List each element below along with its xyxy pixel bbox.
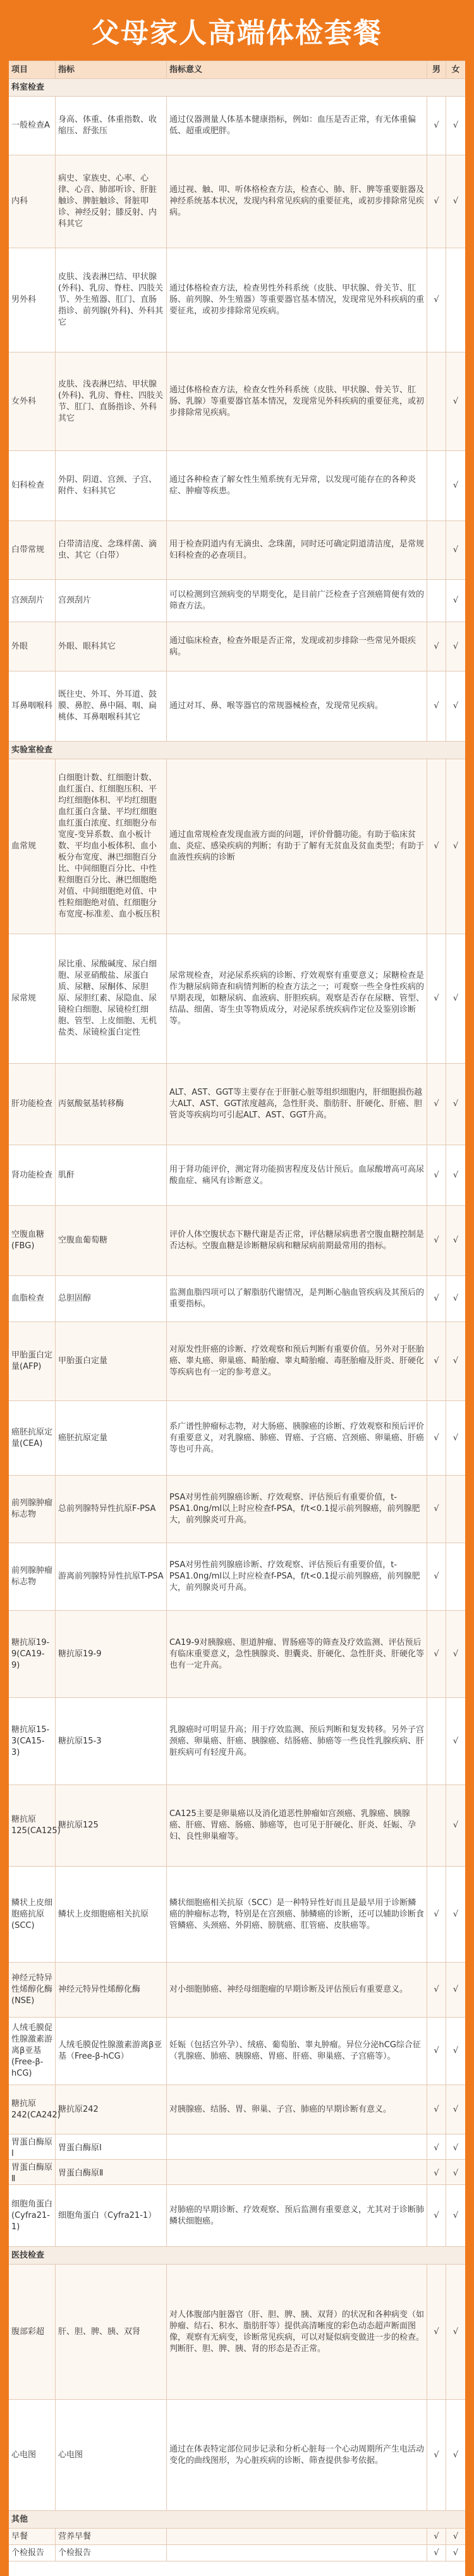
- meaning-cell: CA19-9对胰腺癌、胆道肿瘤、胃肠癌等的筛查及疗效监测、评估预后有临床重要意义，急性胰腺炎、胆囊炎、肝硬化、急性肝炎、肝硬化等也有一定升高。: [167, 1611, 427, 1697]
- female-check-cell: √: [453, 1294, 459, 1303]
- meaning-cell: 尿常规检查，对泌尿系疾病的诊断、疗效观察有重要意义；尿糖检查是作为糖尿病筛查和病情判断的检查方法之一；可观察一些全身性疾病的早期表现，如糖尿病、血液病、肝胆疾病。观察是否存在尿糖、管型、结晶、细菌、寄生虫等物质成分，对泌尿系统疾病作定位及鉴别诊断等。: [167, 934, 427, 1063]
- table-row: [9, 1475, 465, 1543]
- indicator-cell: 个检报告: [56, 2545, 167, 2561]
- male-check-cell: √: [427, 97, 446, 155]
- male-check-cell: [427, 352, 446, 450]
- indicator-cell: 总前列腺特异性抗原F-PSA: [56, 1476, 167, 1543]
- male-check-cell: √: [427, 1322, 446, 1400]
- meaning-cell: [167, 2160, 427, 2184]
- table-row: [9, 2184, 465, 2246]
- indicator-cell: 病史、家族史、心率、心律、心音、肺部听诊、肝脏触诊、脾脏触诊、肾脏叩诊、神经反射；膝反射、内科其它: [56, 155, 167, 248]
- female-check-cell: √: [453, 1236, 459, 1245]
- meaning-cell: 用于肾功能评价，测定肾功能损害程度及估计预后。血尿酸增高可高尿酸血症、痛风有诊断意义。: [167, 1145, 427, 1205]
- female-check-cell: √: [453, 2046, 459, 2055]
- male-check-cell: √: [427, 2185, 446, 2246]
- table-row: [9, 1321, 465, 1400]
- table-row: [9, 2017, 465, 2085]
- table-row: [9, 2085, 465, 2134]
- item-cell: 血脂检查: [9, 1276, 56, 1321]
- female-check-cell: √: [453, 2548, 459, 2558]
- col-meaning-header: 指标意义: [167, 61, 427, 78]
- item-cell: 耳鼻咽喉科: [9, 671, 56, 741]
- female-check-cell: √: [453, 994, 459, 1003]
- female-check-cell: √: [453, 596, 459, 605]
- indicator-cell: 外眼、眼科其它: [56, 622, 167, 671]
- table-row: [9, 96, 465, 155]
- item-cell: 一般检查A: [9, 97, 56, 155]
- male-check-cell: √: [427, 1401, 446, 1475]
- item-cell: 前列腺肿瘤标志物: [9, 1476, 56, 1543]
- female-check-cell: √: [453, 121, 459, 130]
- item-cell: 糖抗原125(CA125): [9, 1785, 56, 1866]
- meaning-cell: 对人体腹部内脏器官（肝、胆、脾、胰、双肾）的状况和各种病变（如肿瘤、结石、积水、脂肪肝等）提供高清晰度的彩色动态超声断面图像，观察有无病变，诊断常见疾病，可以对疑似病变做进一步的检查。判断肝、胆、脾、胰、肾的形态是否正常。: [167, 2265, 427, 2399]
- indicator-cell: 糖抗原19-9: [56, 1611, 167, 1697]
- item-cell: 糖抗原19-9(CA19-9): [9, 1611, 56, 1697]
- page-title: 父母家人高端体检套餐: [92, 17, 382, 49]
- meaning-cell: PSA对男性前列腺癌诊断、疗效观察、评估预后有重要价值，t-PSA1.0ng/ml以上时应检查f-PSA，f/t<0.1提示前列腺癌，前列腺肥大，前列腺炎可升高。: [167, 1476, 427, 1543]
- male-check-cell: √: [427, 1611, 446, 1697]
- section-row: [9, 741, 465, 759]
- meaning-cell: [167, 2545, 427, 2561]
- female-check-cell: √: [453, 396, 459, 406]
- female-check-cell: √: [453, 545, 459, 555]
- indicator-cell: 肌酐: [56, 1145, 167, 1205]
- item-cell: 血常规: [9, 759, 56, 934]
- meaning-cell: 妊娠（包括宫外孕）、绒癌、葡萄胎、睾丸肿瘤。异位分泌hCG综合征（乳腺癌、肺癌、胰腺癌、胃癌、肝癌、卵巢癌、子宫癌等）。: [167, 2018, 427, 2085]
- table-row: [9, 1063, 465, 1145]
- male-check-cell: √: [427, 248, 446, 352]
- indicator-cell: 细胞角蛋白（Cyfra21-1）: [56, 2185, 167, 2246]
- exam-table: [9, 61, 465, 2576]
- meaning-cell: 评价人体空腹状态下糖代谢是否正常，评估糖尿病患者空腹血糖控制是否达标。空腹血糖是诊断糖尿病和糖尿病前期最常用的指标。: [167, 1206, 427, 1275]
- male-check-cell: √: [427, 1476, 446, 1543]
- female-check-cell: √: [453, 1099, 459, 1109]
- section-row: [9, 2510, 465, 2528]
- meaning-cell: ALT、AST、GGT等主要存在于肝脏心脏等组织细胞内，肝细胞损伤越大ALT、AST、GGT浓度越高，急性肝炎、脂肪肝、肝硬化、肝癌、胆管炎等疾病均可引起ALT、AST、GGT升高。: [167, 1064, 427, 1145]
- male-check-cell: √: [427, 2160, 446, 2184]
- col-male-header: 男: [427, 61, 446, 78]
- item-cell: 甲胎蛋白定量(AFP): [9, 1322, 56, 1400]
- meaning-cell: 通过体格检查方法，检查女性外科系统（皮肤、甲状腺、骨关节、肛肠、乳腺）等重要器官基本情况，发现常见外科疾病的重要征兆，或初步排除常见疾病。: [167, 352, 427, 450]
- table-row: [9, 2399, 465, 2510]
- male-check-cell: √: [427, 2018, 446, 2085]
- male-check-cell: √: [427, 2134, 446, 2159]
- table-row: [9, 2264, 465, 2399]
- section-row: [9, 2246, 465, 2264]
- female-check-cell: [446, 1476, 465, 1543]
- item-cell: 心电图: [9, 2400, 56, 2510]
- section-title: 医技检查: [11, 2250, 45, 2260]
- male-check-cell: √: [427, 759, 446, 934]
- indicator-cell: 游离前列腺特异性抗原T-PSA: [56, 1543, 167, 1610]
- indicator-cell: 鳞状上皮细胞癌相关抗原: [56, 1867, 167, 1962]
- table-row: [9, 1145, 465, 1205]
- table-row: [9, 1785, 465, 1866]
- meaning-cell: 通过体格检查方法，检查男性外科系统（皮肤、甲状腺、骨关节、肛肠、前列腺、外生殖器）等重要器官基本情况，发现常见外科疾病的重要征兆，或初步排除常见疾病。: [167, 248, 427, 352]
- table-row: [9, 934, 465, 1063]
- male-check-cell: √: [427, 2265, 446, 2399]
- female-check-cell: √: [453, 1649, 459, 1659]
- male-check-cell: √: [427, 671, 446, 741]
- col-indicator-header: 指标: [56, 61, 167, 78]
- meaning-cell: [167, 2134, 427, 2159]
- female-check-cell: √: [453, 196, 459, 206]
- table-row: [9, 759, 465, 934]
- male-check-cell: [427, 521, 446, 579]
- female-check-cell: [446, 1543, 465, 1610]
- item-cell: 早餐: [9, 2529, 56, 2544]
- table-row: [9, 622, 465, 671]
- item-cell: 白带常规: [9, 521, 56, 579]
- meaning-cell: 通过视、触、叩、听体格检查方法，检查心、肺、肝、脾等重要脏器及神经系统基本状况，发现内科常见疾病的重要征兆，或初步排除常见疾病。: [167, 155, 427, 248]
- female-check-cell: √: [453, 1985, 459, 1994]
- item-cell: 内科: [9, 155, 56, 248]
- meaning-cell: 鳞状细胞癌相关抗原（SCC）是一种特异性好而且是最早用于诊断鳞癌的肿瘤标志物，特别是在宫颈癌、肺鳞癌的诊断，还可以辅助诊断食管鳞癌、头颈癌、外阴癌、膀胱癌、肛管癌、皮肤癌等。: [167, 1867, 427, 1962]
- item-cell: 空腹血糖(FBG): [9, 1206, 56, 1275]
- male-check-cell: √: [427, 1867, 446, 1962]
- female-check-cell: √: [453, 481, 459, 490]
- indicator-cell: 糖抗原125: [56, 1785, 167, 1866]
- table-row: [9, 521, 465, 579]
- table-row: [9, 155, 465, 248]
- male-check-cell: [427, 580, 446, 622]
- col-item-header: 项目: [9, 61, 56, 78]
- table-row: [9, 1400, 465, 1475]
- meaning-cell: 对肺癌的早期诊断、疗效观察、预后监测有重要意义，尤其对于诊断肺鳞状细胞癌。: [167, 2185, 427, 2246]
- female-check-cell: √: [453, 641, 459, 651]
- male-check-cell: √: [427, 2545, 446, 2561]
- section-row: [9, 78, 465, 96]
- female-check-cell: √: [453, 701, 459, 711]
- table-row: [9, 450, 465, 521]
- item-cell: 女外科: [9, 352, 56, 450]
- section-title: 其他: [11, 2514, 28, 2524]
- meaning-cell: PSA对男性前列腺癌诊断、疗效观察、评估预后有重要价值，t-PSA1.0ng/ml以上时应检查f-PSA，f/t<0.1提示前列腺癌，前列腺肥大，前列腺炎可升高。: [167, 1543, 427, 1610]
- female-check-cell: √: [453, 2532, 459, 2541]
- meaning-cell: 通过在体表特定部位同步记录和分析心脏每一个心动周期所产生电活动变化的曲线图形，为心脏疾病的诊断、筛查提供参考依据。: [167, 2400, 427, 2510]
- meaning-cell: 通过对耳、鼻、喉等器官的常规器械检查，发现常见疾病。: [167, 671, 427, 741]
- meaning-cell: 对原发性肝癌的诊断、疗效观察和预后判断有重要价值。另外对于胚胎癌、睾丸癌、卵巢癌、畸胎瘤、睾丸畸胎瘤、毒胚胎瘤及肝炎、肝硬化等疾病也有一定的参考意义。: [167, 1322, 427, 1400]
- female-check-cell: √: [453, 2104, 459, 2114]
- indicator-cell: 糖抗原242: [56, 2085, 167, 2134]
- female-check-cell: √: [453, 2143, 459, 2153]
- meaning-cell: 可以检测到宫颈病变的早期变化，是目前广泛检查子宫颈癌简便有效的筛查方法。: [167, 580, 427, 622]
- male-check-cell: √: [427, 155, 446, 248]
- col-female-header: 女: [451, 64, 460, 75]
- item-cell: 个检报告: [9, 2545, 56, 2561]
- meaning-cell: 通过仪器测量人体基本健康指标，例如：血压是否正常，有无体重偏低、超重或肥胖。: [167, 97, 427, 155]
- indicator-cell: 胃蛋白酶原Ⅰ: [56, 2134, 167, 2159]
- indicator-cell: 人绒毛膜促性腺激素游离β亚基（Free-β-hCG）: [56, 2018, 167, 2085]
- female-check-cell: [446, 248, 465, 352]
- male-check-cell: √: [427, 622, 446, 671]
- item-cell: 胃蛋白酶原Ⅰ: [9, 2134, 56, 2159]
- section-title: 实验室检查: [11, 745, 53, 755]
- item-cell: 糖抗原15-3(CA15-3): [9, 1698, 56, 1785]
- female-check-cell: √: [453, 1170, 459, 1180]
- section-title: 科室检查: [11, 82, 45, 92]
- indicator-cell: 糖抗原15-3: [56, 1698, 167, 1785]
- male-check-cell: √: [427, 1276, 446, 1321]
- indicator-cell: 白细胞计数、红细胞计数、血红蛋白、红细胞压积、平均红细胞体积、平均红细胞血红蛋白含量、平均红细胞血红蛋白浓度、红细胞分布宽度-变异系数、血小板计数、平均血小板体积、血小板分布宽度、淋巴细胞百分比、中间细胞百分比、中性粒细胞百分比、淋巴细胞绝对值、中间细胞绝对值、中性粒细胞绝对值、红细胞分布宽度-标准差、血小板压积: [56, 759, 167, 934]
- table-footer: [9, 2561, 465, 2576]
- indicator-cell: 尿比重、尿酸碱度、尿白细胞、尿亚硝酸盐、尿蛋白质、尿糖、尿酮体、尿胆原、尿胆红素、尿隐血、尿镜检白细胞、尿镜检红细胞、管型、上皮细胞、无机盐类、尿镜检蛋白定性: [56, 934, 167, 1063]
- item-cell: 癌胚抗原定量(CEA): [9, 1401, 56, 1475]
- indicator-cell: 皮肤、浅表淋巴结、甲状腺(外科)、乳房、脊柱、四肢关节、外生殖器、肛门、直肠指诊、前列腺(外科)、外科其它: [56, 248, 167, 352]
- indicator-cell: 既往史、外耳、外耳道、鼓膜、鼻腔、鼻中隔、咽、扁桃体、耳鼻咽喉科其它: [56, 671, 167, 741]
- table-row: [9, 2528, 465, 2544]
- table-row: [9, 1610, 465, 1697]
- male-check-cell: √: [427, 2400, 446, 2510]
- table-row: [9, 248, 465, 352]
- meaning-cell: 通过血常规检查发现血液方面的问题，评价骨髓功能。有助于临床贫血、炎症、感染疾病的判断；有助于了解有无贫血及贫血类型；有助于血液性疾病的诊断: [167, 759, 427, 934]
- table-row: [9, 1962, 465, 2017]
- male-check-cell: √: [427, 934, 446, 1063]
- female-check-cell: √: [453, 1736, 459, 1746]
- meaning-cell: 通过临床检查，检查外眼是否正常，发现或初步排除一些常见外眼疾病。: [167, 622, 427, 671]
- indicator-cell: 总胆固醇: [56, 1276, 167, 1321]
- table-row: [9, 1275, 465, 1321]
- table-row: [9, 2134, 465, 2159]
- meaning-cell: 监测血脂四项可以了解脂肪代谢情况，是判断心脑血管疾病及其预后的重要指标。: [167, 1276, 427, 1321]
- male-check-cell: √: [427, 1543, 446, 1610]
- male-check-cell: √: [427, 2529, 446, 2544]
- table-row: [9, 671, 465, 741]
- meaning-cell: 对小细胞肺癌、神经母细胞瘤的早期诊断及评估预后有重要意义。: [167, 1963, 427, 2017]
- indicator-cell: 心电图: [56, 2400, 167, 2510]
- male-check-cell: [427, 451, 446, 521]
- item-cell: 糖抗原242(CA242): [9, 2085, 56, 2134]
- female-check-cell: √: [453, 841, 459, 851]
- meaning-cell: 系广谱性肿瘤标志物，对大肠癌、胰腺癌的诊断、疗效观察和预后评价有重要意义，对乳腺癌、肺癌、胃癌、子宫癌、宫颈癌、卵巢癌、肝癌等也可升高。: [167, 1401, 427, 1475]
- indicator-cell: 宫颈刮片: [56, 580, 167, 622]
- table-row: [9, 2544, 465, 2561]
- table-row: [9, 1866, 465, 1962]
- item-cell: 胃蛋白酶原Ⅱ: [9, 2160, 56, 2184]
- indicator-cell: 空腹血葡萄糖: [56, 1206, 167, 1275]
- indicator-cell: 丙氨酸氨基转移酶: [56, 1064, 167, 1145]
- female-check-cell: √: [453, 1821, 459, 1830]
- item-cell: 鳞状上皮细胞癌抗原(SCC): [9, 1867, 56, 1962]
- male-check-cell: √: [427, 1963, 446, 2017]
- indicator-cell: 皮肤、浅表淋巴结、甲状腺(外科)、乳房、脊柱、四肢关节、肛门、直肠指诊、外科其它: [56, 352, 167, 450]
- table-row: [9, 1205, 465, 1275]
- item-cell: 前列腺肿瘤标志物: [9, 1543, 56, 1610]
- item-cell: 腹部彩超: [9, 2265, 56, 2399]
- meaning-cell: 乳腺癌时可明显升高；用于疗效监测、预后判断和复发转移。另外子宫颈癌、卵巢癌、肝癌、胰腺癌、结肠癌、肺癌等一些良性乳腺疾病、肝脏疾病可有轻度升高。: [167, 1698, 427, 1785]
- male-check-cell: √: [427, 1145, 446, 1205]
- male-check-cell: [427, 1698, 446, 1785]
- male-check-cell: √: [427, 1206, 446, 1275]
- female-check-cell: √: [453, 1356, 459, 1366]
- female-check-cell: √: [453, 2450, 459, 2460]
- indicator-cell: 胃蛋白酶原Ⅱ: [56, 2160, 167, 2184]
- item-cell: 细胞角蛋白(Cyfra21-1): [9, 2185, 56, 2246]
- indicator-cell: 白带清洁度、念珠样菌、滴虫、其它（白带）: [56, 521, 167, 579]
- meaning-cell: 用于检查阴道内有无滴虫、念珠菌，同时还可确定阴道清洁度，是常规妇科检查的必查项目。: [167, 521, 427, 579]
- meaning-cell: [167, 2529, 427, 2544]
- item-cell: 尿常规: [9, 934, 56, 1063]
- female-check-cell: √: [453, 2210, 459, 2220]
- item-cell: 宫颈刮片: [9, 580, 56, 622]
- table-row: [9, 352, 465, 450]
- indicator-cell: 肝、胆、脾、胰、双肾: [56, 2265, 167, 2399]
- item-cell: 人绒毛膜促性腺激素游离β亚基(Free-β-hCG): [9, 2018, 56, 2085]
- male-check-cell: √: [427, 2085, 446, 2134]
- item-cell: 外眼: [9, 622, 56, 671]
- table-row: [9, 1697, 465, 1785]
- item-cell: 肾功能检查: [9, 1145, 56, 1205]
- male-check-cell: [427, 1785, 446, 1866]
- indicator-cell: 营养早餐: [56, 2529, 167, 2544]
- table-row: [9, 1543, 465, 1610]
- indicator-cell: 外阴、阴道、宫颈、子宫、附件、妇科其它: [56, 451, 167, 521]
- indicator-cell: 甲胎蛋白定量: [56, 1322, 167, 1400]
- female-check-cell: √: [453, 2326, 459, 2337]
- meaning-cell: 通过各种检查了解女性生殖系统有无异常，以发现可能存在的各种炎症、肿瘤等疾患。: [167, 451, 427, 521]
- male-check-cell: √: [427, 1064, 446, 1145]
- table-row: [9, 579, 465, 622]
- indicator-cell: 癌胚抗原定量: [56, 1401, 167, 1475]
- item-cell: 肝功能检查: [9, 1064, 56, 1145]
- item-cell: 妇科检查: [9, 451, 56, 521]
- female-check-cell: √: [453, 2169, 459, 2178]
- indicator-cell: 神经元特异性烯醇化酶: [56, 1963, 167, 2017]
- female-check-cell: √: [453, 1433, 459, 1443]
- item-cell: 男外科: [9, 248, 56, 352]
- indicator-cell: 身高、体重、体重指数、收缩压、舒张压: [56, 97, 167, 155]
- female-check-cell: √: [453, 1909, 459, 1919]
- table-header-row: [9, 61, 465, 78]
- meaning-cell: 对胰腺癌、结肠、胃、卵巢、子宫、肺癌的早期诊断有意义。: [167, 2085, 427, 2134]
- item-cell: 神经元特异性烯醇化酶(NSE): [9, 1963, 56, 2017]
- meaning-cell: CA125主要是卵巢癌以及消化道恶性肿瘤如宫颈癌、乳腺癌、胰腺癌、肝癌、胃癌、肠癌、肺癌等，也可见于肝硬化、肝炎、妊娠、孕妇、良性卵巢瘤等。: [167, 1785, 427, 1866]
- table-row: [9, 2159, 465, 2184]
